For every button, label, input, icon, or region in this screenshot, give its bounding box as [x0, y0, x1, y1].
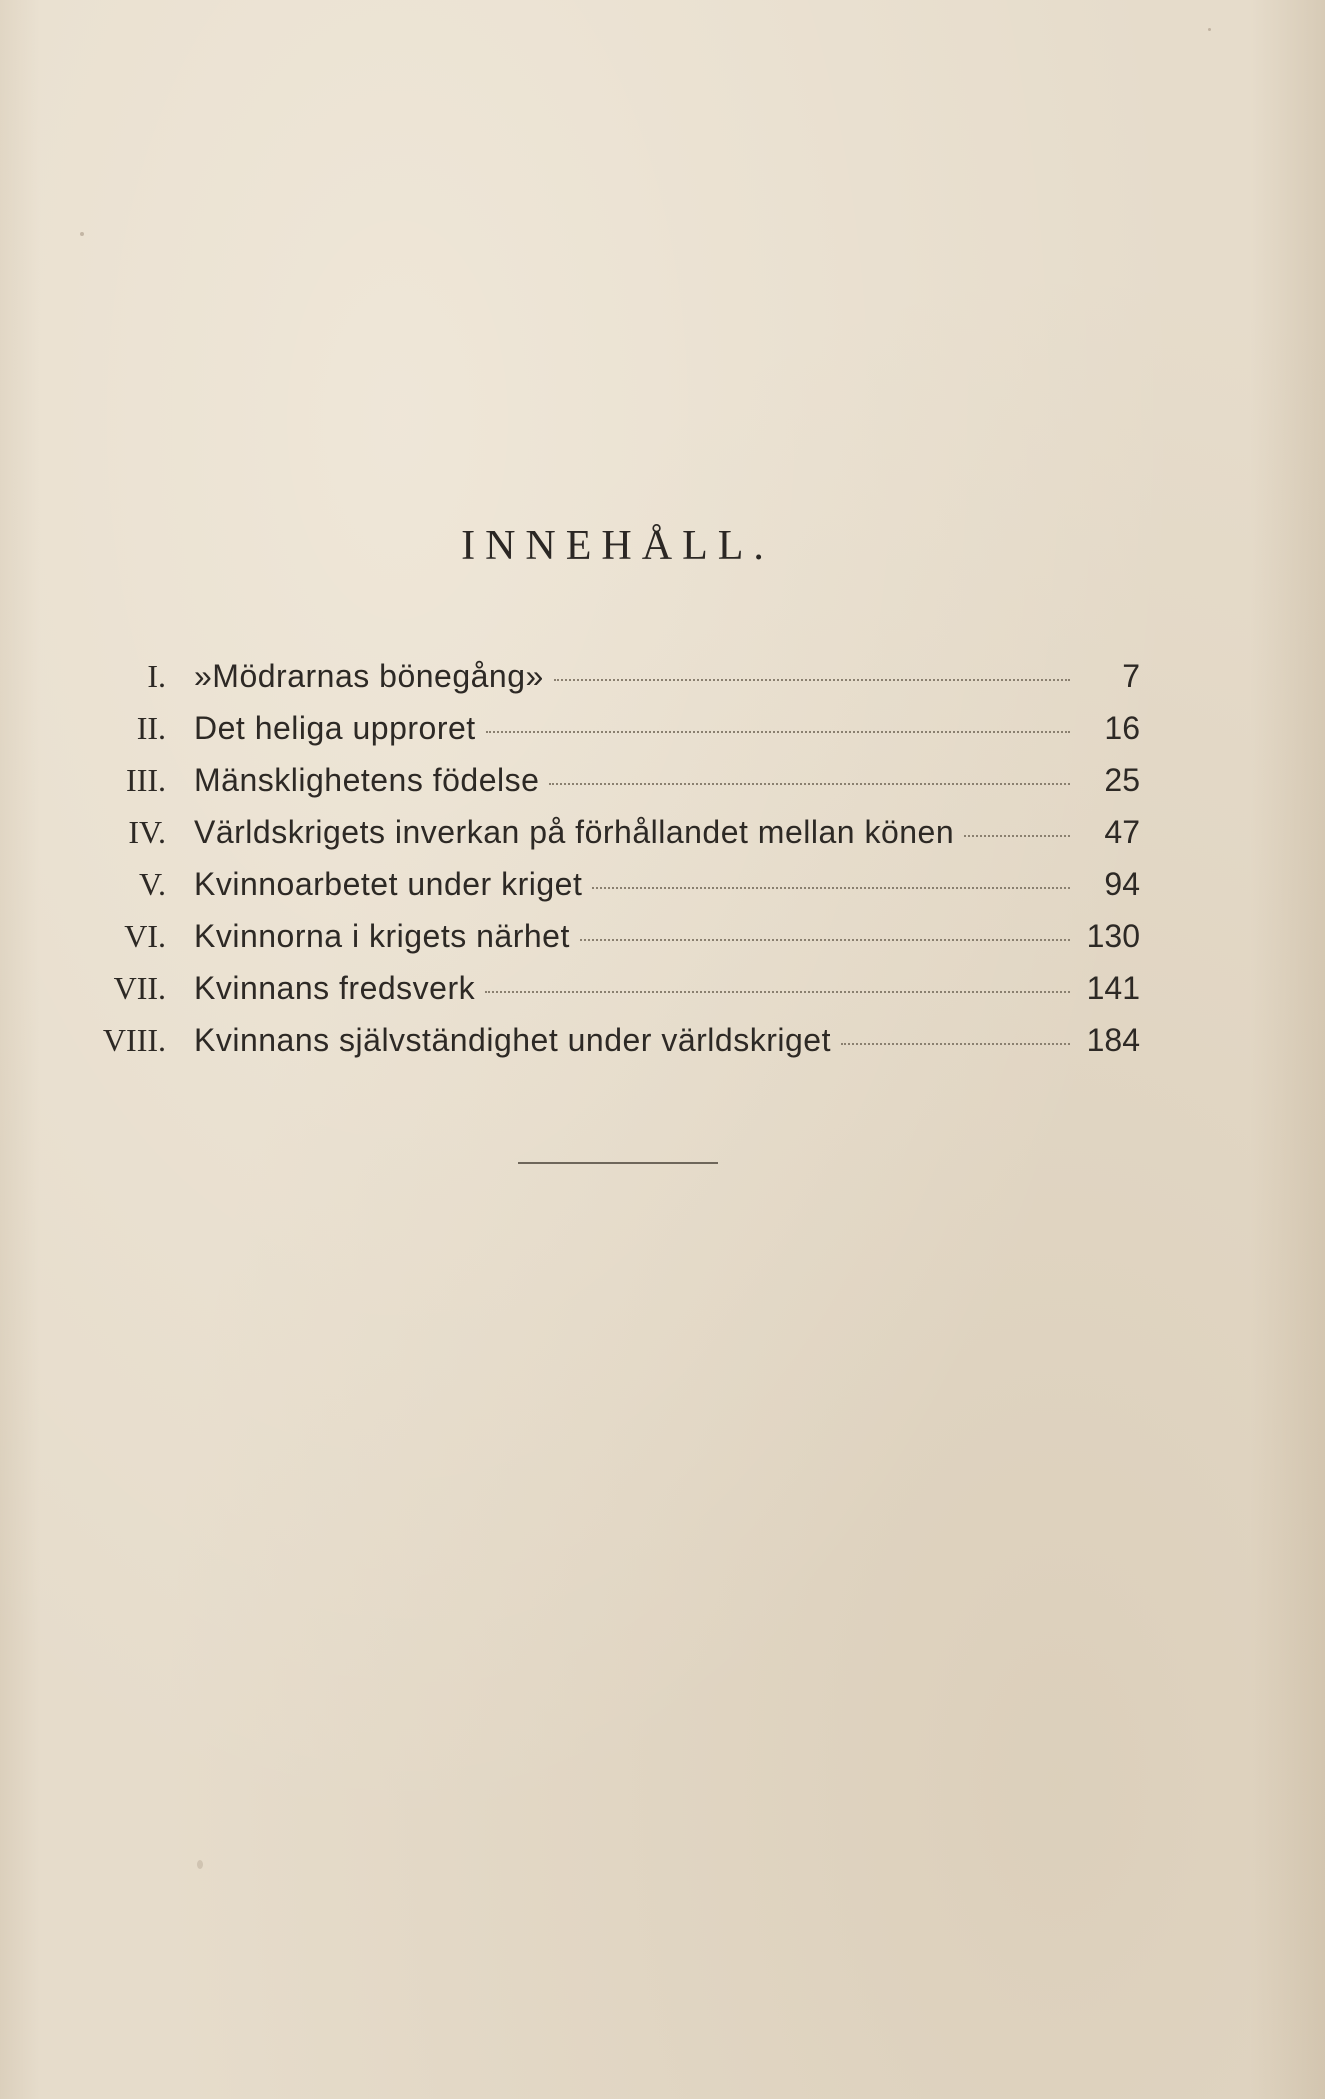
toc-page-number: 130 — [1086, 918, 1140, 954]
toc-chapter-number: VI. — [124, 918, 166, 954]
toc-leader-dots — [964, 835, 1070, 837]
toc-chapter-title: Kvinnorna i krigets närhet — [194, 918, 570, 954]
toc-page-number: 47 — [1104, 814, 1140, 850]
toc-leader-dots — [486, 731, 1070, 733]
toc-entry — [80, 962, 1140, 1014]
toc-chapter-number: VII. — [113, 970, 166, 1006]
toc-entry — [80, 806, 1140, 858]
toc-leader-dots — [554, 679, 1070, 681]
page-title: INNEHÅLL. — [461, 523, 774, 569]
toc-chapter-title: »Mödrarnas bönegång» — [194, 658, 544, 694]
toc-leader-dots — [549, 783, 1070, 785]
toc-chapter-title: Världskrigets inverkan på förhållandet mellan könen — [194, 814, 955, 850]
toc-leader-dots — [485, 991, 1070, 993]
toc-chapter-number: I. — [147, 658, 166, 694]
toc-page-number: 7 — [1122, 658, 1140, 694]
toc-entry — [80, 702, 1140, 754]
paper-speck — [197, 1860, 203, 1869]
toc-page-number: 16 — [1104, 710, 1140, 746]
toc-page-number: 141 — [1086, 970, 1140, 1006]
toc-page-number: 184 — [1086, 1022, 1140, 1058]
paper-speck — [1208, 28, 1211, 31]
toc-chapter-number: II. — [136, 710, 166, 746]
toc-chapter-title: Det heliga upproret — [194, 710, 476, 746]
toc-chapter-number: V. — [139, 866, 166, 902]
toc-chapter-title: Mänsklighetens födelse — [194, 762, 540, 798]
toc-chapter-number: VIII. — [102, 1022, 166, 1058]
paper-speck — [80, 232, 84, 236]
toc-leader-dots — [592, 887, 1070, 889]
toc-chapter-title: Kvinnans fredsverk — [194, 970, 476, 1006]
toc-entry — [80, 858, 1140, 910]
toc-chapter-number: III. — [126, 762, 166, 798]
toc-chapter-title: Kvinnans självständighet under världskriget — [194, 1022, 831, 1058]
toc-entry — [80, 754, 1140, 806]
table-of-contents — [80, 650, 1140, 1066]
toc-entry — [80, 650, 1140, 702]
toc-entry — [80, 910, 1140, 962]
toc-chapter-number: IV. — [128, 814, 166, 850]
toc-leader-dots — [580, 939, 1070, 941]
divider-rule — [518, 1162, 718, 1164]
toc-chapter-title: Kvinnoarbetet under kriget — [194, 866, 583, 902]
toc-entry — [80, 1014, 1140, 1066]
toc-leader-dots — [841, 1043, 1070, 1045]
toc-page-number: 25 — [1104, 762, 1140, 798]
toc-page-number: 94 — [1104, 866, 1140, 902]
